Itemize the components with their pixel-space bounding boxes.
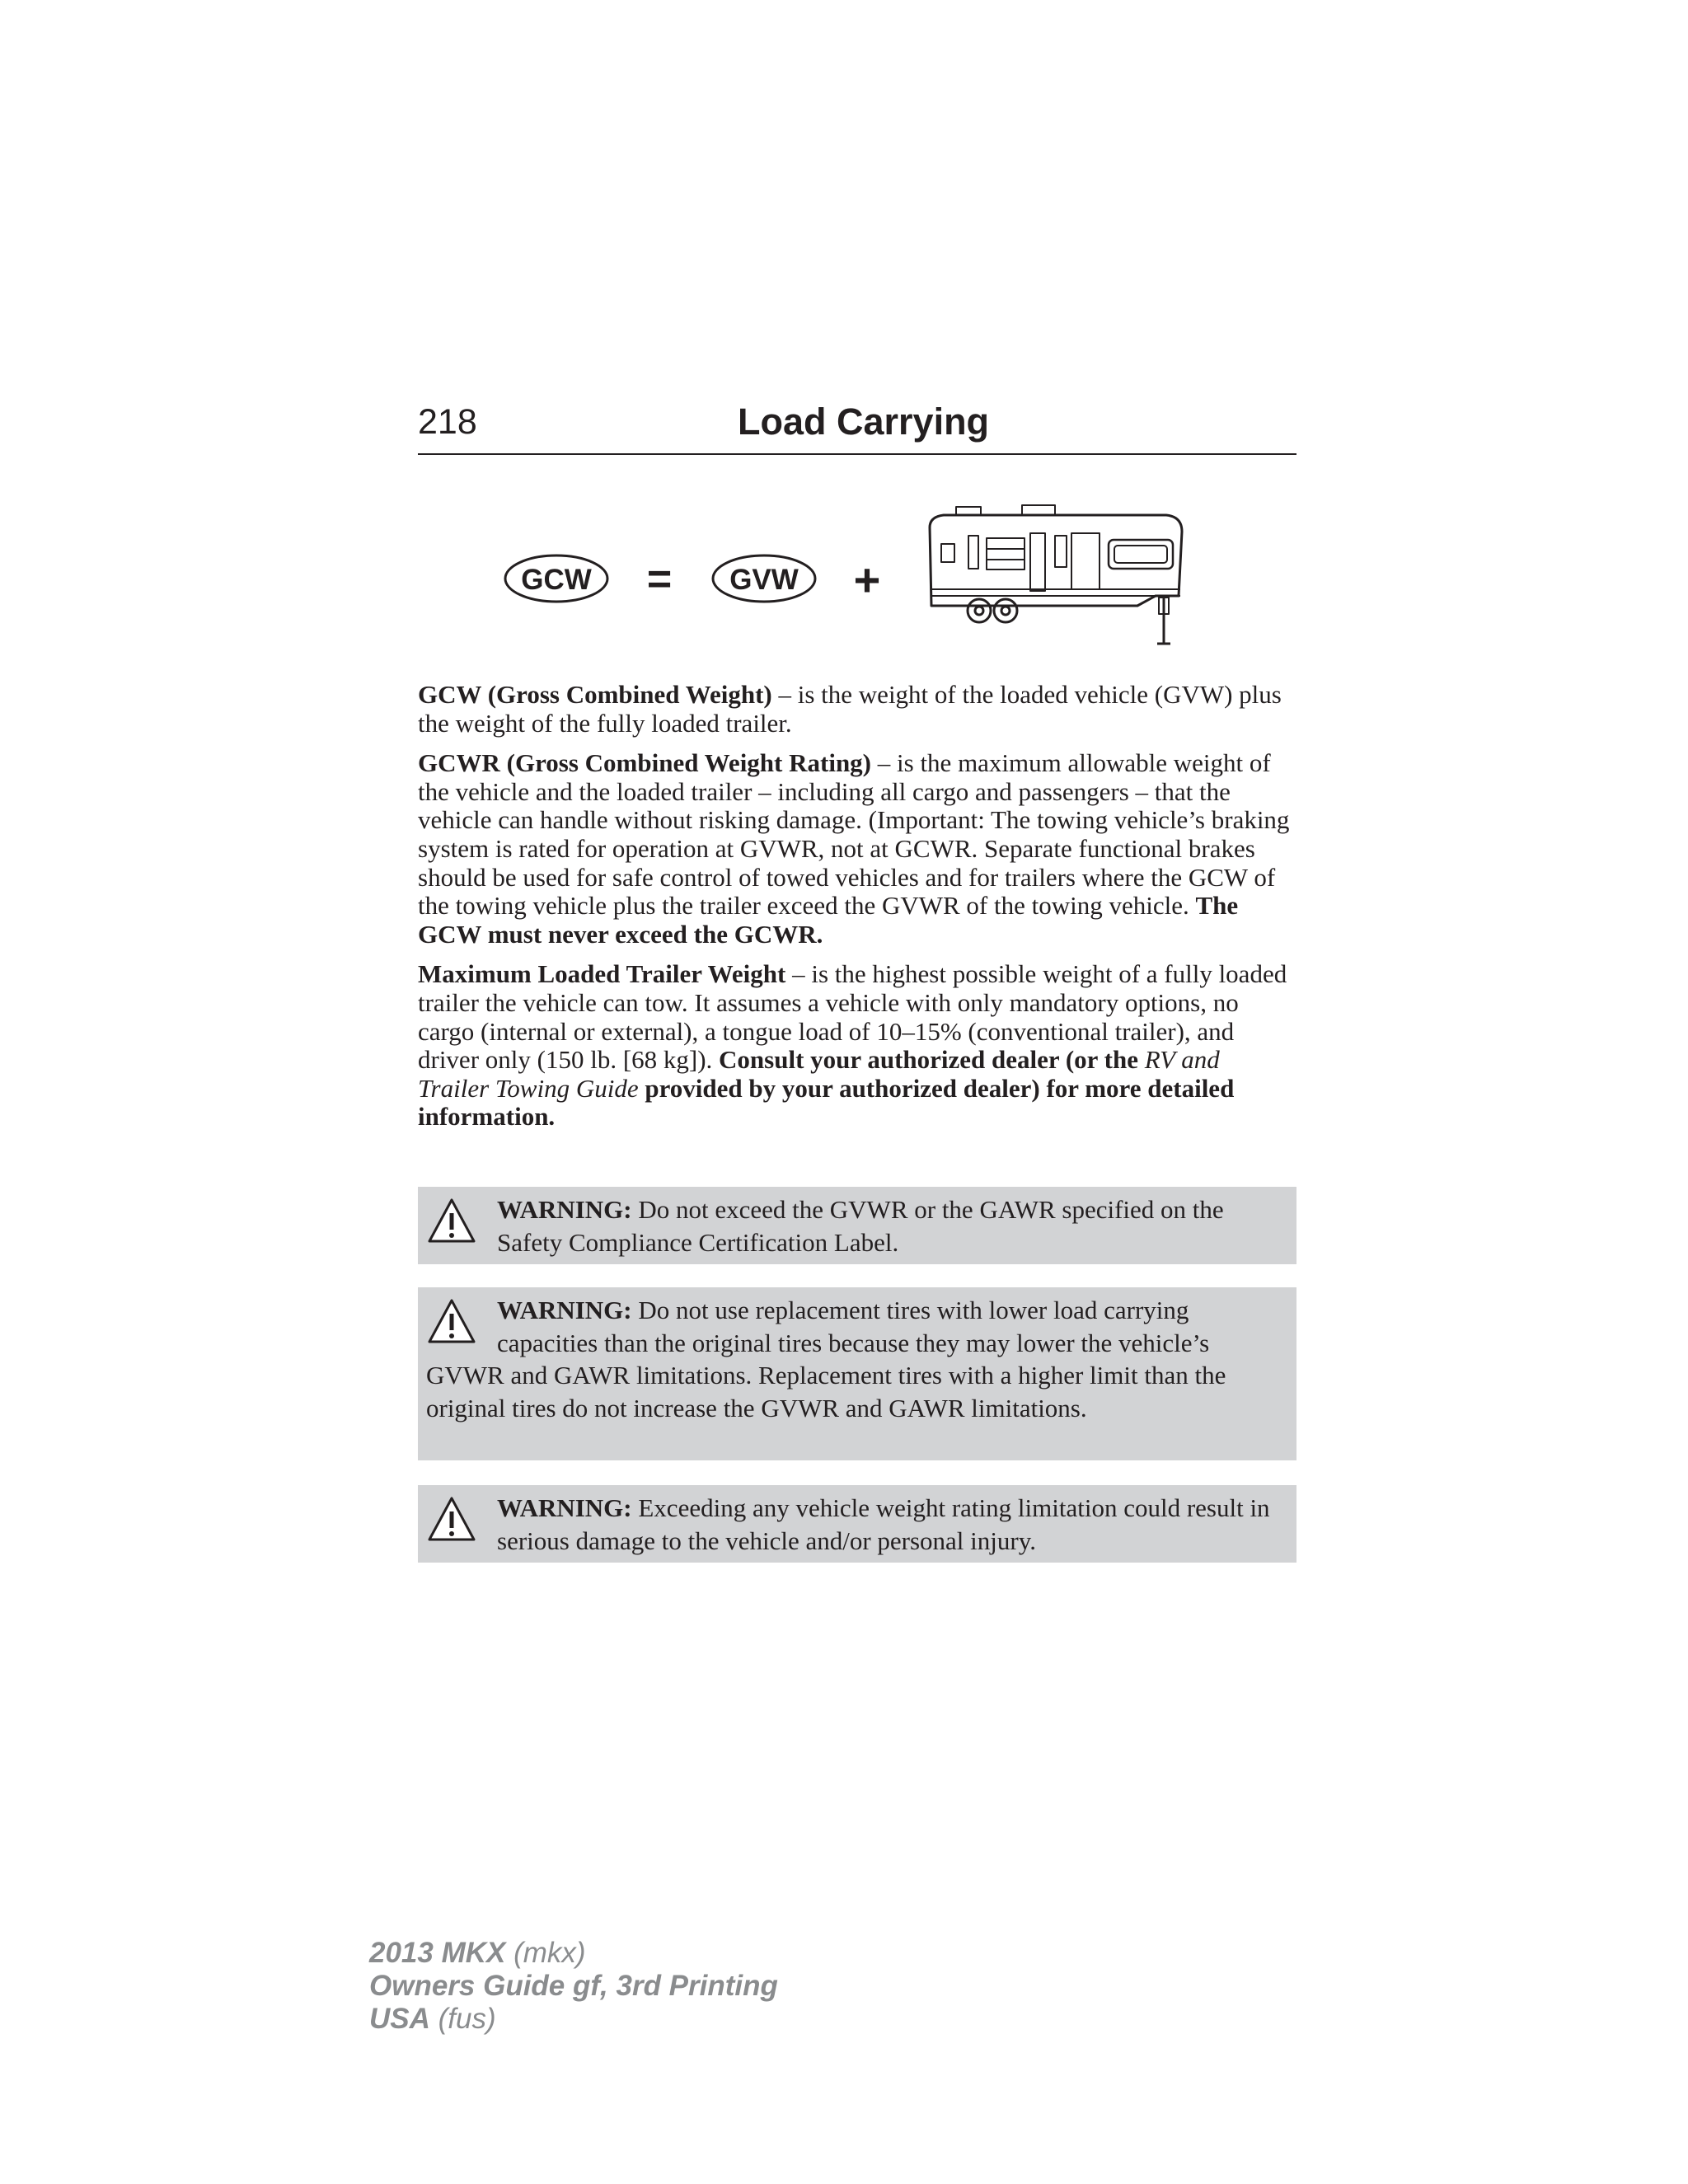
- gcw-label: GCW: [521, 564, 592, 596]
- gvw-label: GVW: [729, 564, 799, 596]
- warning-box-gvwr: [418, 1187, 1296, 1264]
- footer-guide: Owners Guide gf, 3rd Printing: [369, 1970, 778, 2002]
- plus-sign: +: [853, 554, 881, 606]
- warning-label: WARNING:: [497, 1493, 632, 1522]
- page-header: [418, 397, 1296, 455]
- mltw-emphasis-1: Consult your authorized dealer (or the: [719, 1045, 1145, 1075]
- warning-triangle-icon: [426, 1297, 487, 1352]
- definitions-section: [418, 681, 1296, 1143]
- gcwr-definition: [418, 749, 1296, 949]
- mltw-guide-title: RV and Trailer Towing Guide: [418, 1045, 1220, 1103]
- gcw-definition: [418, 681, 1296, 738]
- warning-box-weight-rating: [418, 1485, 1296, 1563]
- warning-text: Do not use replacement tires with lower load carrying capacities than the original tires because they may lower the vehicle’s GVWR and GAWR limitations. Replacement tires with a higher limit than the original tires do not increase the GVWR and GAWR limitations.: [426, 1296, 1226, 1422]
- warning-label: WARNING:: [497, 1195, 632, 1224]
- warning-triangle-icon: [426, 1495, 487, 1549]
- footer-market: USA: [369, 2003, 430, 2035]
- warning-box-tires: [418, 1287, 1296, 1460]
- travel-trailer-icon: [930, 505, 1182, 644]
- warning-text: Exceeding any vehicle weight rating limitation could result in serious damage to the vehicle and/or personal injury.: [497, 1493, 1270, 1555]
- footer-market-code: (fus): [429, 2003, 496, 2035]
- gvw-oval: [713, 555, 815, 602]
- mltw-term: Maximum Loaded Trailer Weight: [418, 959, 786, 989]
- print-footer: [369, 1937, 778, 2036]
- mltw-text: – is the highest possible weight of a fully loaded trailer the vehicle can tow. It assumes a vehicle with only mandatory options, no cargo (internal or external), a tongue load of 10–15% (conventional trailer), and driver only (150 lb. [68 kg]).: [418, 959, 1287, 1075]
- footer-model-code: (mkx): [505, 1937, 586, 1969]
- mltw-emphasis-2: provided by your authorized dealer) for more detailed information.: [418, 1073, 1235, 1132]
- mltw-definition: [418, 960, 1296, 1132]
- gcw-term: GCW (Gross Combined Weight): [418, 680, 772, 709]
- page-title: Load Carrying: [738, 401, 990, 443]
- footer-market-line: [369, 2003, 778, 2036]
- warning-text: Do not exceed the GVWR or the GAWR specified on the Safety Compliance Certification Label.: [497, 1195, 1224, 1257]
- gcw-oval: [505, 555, 607, 602]
- footer-model: 2013 MKX: [369, 1937, 506, 1969]
- page-number: 218: [418, 402, 477, 442]
- footer-model-line: [369, 1937, 778, 1970]
- gcw-text: – is the weight of the loaded vehicle (GVW) plus the weight of the fully loaded trailer.: [418, 680, 1282, 738]
- warning-triangle-icon: [426, 1197, 487, 1251]
- gcwr-text: – is the maximum allowable weight of the vehicle and the loaded trailer – including all cargo and passengers – that the vehicle can handle without risking damage. (Important: The towing vehicle’s braking system is rated for operation at GVWR, not at GCWR. Separate functional brakes should be used for safe control of towed vehicles and for trailers where the GCW of the towing vehicle plus the trailer exceed the GVWR of the towing vehicle.: [418, 748, 1290, 921]
- gcwr-emphasis: The GCW must never exceed the GCWR.: [418, 891, 1239, 949]
- equals-sign: =: [646, 555, 673, 603]
- gcwr-term: GCWR (Gross Combined Weight Rating): [418, 748, 872, 778]
- warning-label: WARNING:: [497, 1296, 632, 1324]
- gcw-equation-figure: [495, 499, 1195, 651]
